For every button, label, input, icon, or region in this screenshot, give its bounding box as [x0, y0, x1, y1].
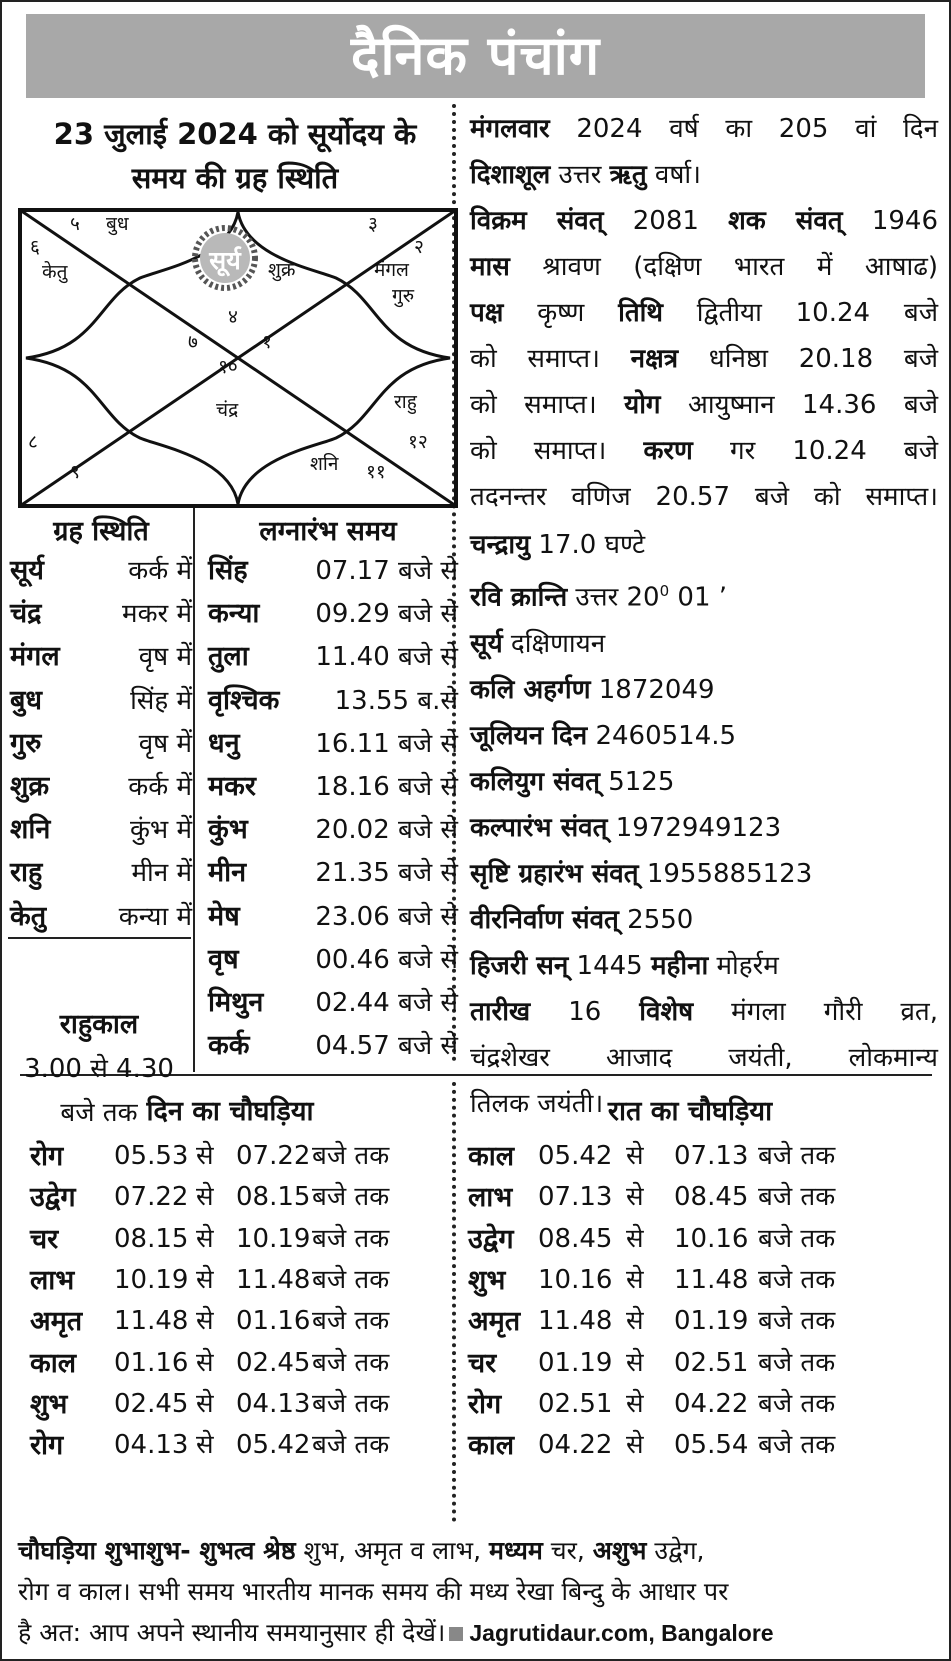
lagna-row: [208, 850, 458, 896]
choghadiya-to: 01.16: [236, 1306, 311, 1337]
lagna-row: [208, 980, 458, 1026]
square-icon: [449, 1627, 463, 1641]
detail-vanij: तदनन्तर वणिज 20.57 बजे को समाप्त।: [470, 482, 938, 512]
choghadiya-from: 08.15: [114, 1223, 189, 1254]
choghadiya-to: 07.22: [236, 1141, 311, 1171]
graha-sign: वृष में: [138, 642, 192, 673]
detail-ahargan: कलि अहर्गण 1872049: [470, 674, 715, 705]
choghadiya-tail: बजे तक: [312, 1182, 390, 1213]
choghadiya-row: [468, 1177, 898, 1218]
choghadiya-row: [30, 1219, 460, 1260]
graha-sign: मीन में: [131, 858, 192, 889]
detail-maas: मास श्रावण (दक्षिण भारत में आषाढ): [470, 252, 938, 282]
choghadiya-from: 07.22: [114, 1182, 189, 1213]
lagna-rashi: कुंभ: [208, 814, 248, 846]
detail-kranti: रवि क्रान्ति उत्तर $20^0$ 01 ’: [470, 582, 728, 613]
lagna-rashi: मिथुन: [208, 987, 264, 1018]
choghadiya-to: 11.48: [674, 1264, 749, 1295]
chart-heading: [20, 112, 450, 200]
lagna-rashi: धनु: [208, 727, 240, 759]
choghadiya-name: शुभ: [468, 1264, 506, 1296]
graha-planet: चंद्र: [10, 598, 42, 630]
choghadiya-from: 04.22: [538, 1430, 613, 1461]
choghadiya-from: 10.16: [538, 1264, 613, 1295]
lagna-row: [208, 721, 458, 767]
choghadiya-name: उद्वेग: [30, 1182, 76, 1214]
graha-row: [10, 807, 192, 853]
choghadiya-from: 07.13: [538, 1182, 613, 1213]
planet-rahu: राहु: [394, 391, 417, 413]
lagna-time: 11.40 बजे से: [315, 642, 458, 673]
rahukaal-title: राहुकाल: [59, 1009, 139, 1040]
choghadiya-name: रोग: [30, 1430, 64, 1462]
choghadiya-se: से: [626, 1306, 644, 1337]
choghadiya-to: 11.48: [236, 1264, 311, 1295]
choghadiya-tail: बजे तक: [758, 1141, 836, 1171]
detail-vishesh-2: चंद्रशेखर आजाद जयंती, लोकमान्य: [470, 1042, 938, 1073]
choghadiya-name: काल: [468, 1430, 515, 1462]
lagna-time: 23.06 बजे से: [315, 901, 458, 932]
panchang-details: [470, 106, 938, 1127]
choghadiya-from: 08.45: [538, 1223, 613, 1254]
footer-line3: है अत: आप अपने स्थानीय समयानुसार ही देखें। Jagrutidaur.com, Bangalore: [18, 1618, 774, 1647]
choghadiya-se: से: [196, 1264, 214, 1295]
choghadiya-row: [30, 1177, 460, 1218]
graha-planet: शुक्र: [10, 771, 50, 802]
lagna-rashi: वृष: [208, 943, 239, 975]
graha-row: [10, 850, 192, 896]
choghadiya-tail: बजे तक: [758, 1306, 836, 1337]
choghadiya-from: 10.19: [114, 1264, 189, 1295]
chart-heading-line1: 23 जुलाई 2024 को सूर्योदय के: [53, 117, 417, 151]
choghadiya-from: 05.53: [114, 1141, 189, 1171]
lagna-rashi: मकर: [208, 771, 256, 802]
detail-kaliyug: कलियुग संवत् 5125: [470, 766, 675, 797]
choghadiya-name: काल: [30, 1347, 77, 1379]
lagna-time: 13.55 ब.से: [334, 685, 458, 716]
choghadiya-tail: बजे तक: [312, 1430, 390, 1461]
choghadiya-tail: बजे तक: [312, 1223, 390, 1254]
detail-veernirvan: वीरनिर्वाण संवत् 2550: [470, 904, 694, 935]
choghadiya-row: [468, 1343, 898, 1384]
table-divider: [193, 504, 195, 1072]
choghadiya-name: काल: [468, 1141, 515, 1172]
lagna-rashi: तुला: [208, 641, 249, 673]
choghadiya-se: से: [626, 1388, 644, 1419]
choghadiya-row: [468, 1260, 898, 1301]
choghadiya-to: 08.45: [674, 1182, 749, 1213]
choghadiya-se: से: [196, 1223, 214, 1254]
graha-sign: कर्क में: [128, 772, 192, 802]
footer-line2: रोग व काल। सभी समय भारतीय मानक समय की मध्य रेखा बिन्दु के आधार पर: [18, 1577, 729, 1606]
choghadiya-to: 04.13: [236, 1388, 311, 1419]
house-3: ३: [368, 213, 378, 235]
detail-kalparambh: कल्पारंभ संवत् 1972949123: [470, 812, 782, 843]
graha-row: [10, 548, 192, 594]
detail-tarikh: तारीख 16 विशेष मंगला गौरी व्रत,: [470, 996, 938, 1027]
choghadiya-tail: बजे तक: [758, 1223, 836, 1254]
detail-vishesh-3: तिलक जयंती।: [470, 1088, 604, 1119]
choghadiya-tail: बजे तक: [758, 1264, 836, 1295]
choghadiya-from: 11.48: [114, 1306, 189, 1337]
choghadiya-from: 02.45: [114, 1388, 189, 1419]
choghadiya-from: 05.42: [538, 1141, 613, 1171]
lagna-row: [208, 1023, 458, 1069]
choghadiya-row: [468, 1384, 898, 1425]
graha-planet: गुरु: [10, 727, 42, 759]
choghadiya-name: उद्वेग: [468, 1223, 514, 1255]
choghadiya-row: [30, 1425, 460, 1466]
graha-row: [10, 764, 192, 810]
graha-sign: कुंभ में: [129, 815, 192, 846]
detail-julian: जूलियन दिन 2460514.5: [470, 720, 737, 751]
graha-sthiti-header: ग्रह स्थिति: [53, 516, 149, 547]
planet-budh: बुध: [106, 213, 129, 235]
detail-nakshatra: को समाप्त। नक्षत्र धनिष्ठा 20.18 बजे: [470, 344, 938, 374]
choghadiya-row: [468, 1301, 898, 1342]
lagna-row: [208, 634, 458, 680]
choghadiya-se: से: [626, 1182, 644, 1213]
lagna-rashi: सिंह: [208, 555, 248, 586]
choghadiya-to: 04.22: [674, 1388, 749, 1419]
lagna-row: [208, 548, 458, 594]
graha-row: [10, 721, 192, 767]
detail-chandrayu: चन्द्रायु 17.0 घण्टे: [470, 530, 646, 560]
choghadiya-se: से: [626, 1430, 644, 1461]
choghadiya-se: से: [196, 1430, 214, 1461]
choghadiya-tail: बजे तक: [312, 1141, 390, 1171]
lagna-rashi: वृश्चिक: [208, 684, 280, 716]
chart-heading-line2: समय की ग्रह स्थिति: [131, 161, 339, 195]
detail-day: मंगलवार 2024 वर्ष का 205 वां दिन: [470, 114, 938, 144]
planet-guru: गुरु: [392, 285, 415, 307]
choghadiya-from: 02.51: [538, 1388, 613, 1419]
lagna-row: [208, 894, 458, 940]
choghadiya-to: 07.13: [674, 1141, 749, 1171]
kundali-chart: [18, 208, 458, 508]
rahukaal-until: बजे तक: [60, 1098, 138, 1128]
choghadiya-tail: बजे तक: [758, 1430, 836, 1461]
house-7: ७: [188, 331, 198, 353]
footer-line1: चौघड़िया शुभाशुभ- शुभत्व श्रेष्ठ शुभ, अमृत व लाभ, मध्यम चर, अशुभ उद्वेग,: [18, 1536, 705, 1565]
lagna-rashi: मेष: [208, 900, 240, 932]
detail-hijri: हिजरी सन् 1445 महीना मोहर्रम: [470, 950, 779, 981]
brand-name: Jagrutidaur.com, Bangalore: [469, 1620, 774, 1646]
house-4: ४: [228, 306, 238, 328]
choghadiya-tail: बजे तक: [312, 1347, 390, 1378]
choghadiya-se: से: [626, 1223, 644, 1254]
choghadiya-se: से: [626, 1347, 644, 1378]
choghadiya-name: चर: [30, 1223, 59, 1255]
graha-row: [10, 591, 192, 637]
lagna-time: 00.46 बजे से: [315, 944, 458, 975]
lagna-rashi: कर्क: [208, 1030, 250, 1062]
lagna-row: [208, 591, 458, 637]
graha-planet: राहु: [10, 857, 43, 889]
detail-paksh: पक्ष कृष्ण तिथि द्वितीया 10.24 बजे: [470, 298, 938, 328]
choghadiya-tail: बजे तक: [312, 1306, 390, 1337]
choghadiya-from: 01.16: [114, 1347, 189, 1378]
rahukaal-time: 3.00 से 4.30: [24, 1054, 174, 1084]
choghadiya-tail: बजे तक: [312, 1388, 390, 1419]
choghadiya-row: [30, 1260, 460, 1301]
choghadiya-tail: बजे तक: [312, 1264, 390, 1295]
graha-row: [10, 894, 192, 940]
lagna-time: 16.11 बजे से: [315, 728, 458, 759]
lagna-row: [208, 764, 458, 810]
graha-sign: मकर में: [122, 599, 192, 630]
lagna-rashi: कन्या: [208, 598, 260, 630]
lagna-time: 07.17 बजे से: [315, 556, 458, 586]
detail-karan: को समाप्त। करण गर 10.24 बजे: [470, 436, 938, 466]
choghadiya-se: से: [196, 1388, 214, 1419]
choghadiya-to: 01.19: [674, 1306, 749, 1337]
choghadiya-row: [468, 1219, 898, 1260]
choghadiya-to: 02.51: [674, 1347, 749, 1378]
lagna-time: 20.02 बजे से: [315, 815, 458, 846]
lagna-time: 09.29 बजे से: [315, 599, 458, 630]
choghadiya-se: से: [196, 1347, 214, 1378]
choghadiya-row: [468, 1136, 898, 1177]
choghadiya-se: से: [196, 1141, 214, 1171]
planet-chandra: चंद्र: [216, 399, 239, 421]
detail-samvat: विक्रम संवत् 2081 शक संवत् 1946: [470, 206, 938, 236]
choghadiya-row: [468, 1425, 898, 1466]
graha-planet: बुध: [10, 684, 43, 716]
choghadiya-tail: बजे तक: [758, 1347, 836, 1378]
lagna-header: लग्नारंभ समय: [259, 516, 397, 547]
graha-planet: मंगल: [10, 641, 60, 673]
detail-srishti: सृष्टि ग्रहारंभ संवत् 1955885123: [470, 858, 813, 889]
footer-note: [18, 1530, 933, 1654]
graha-planet: केतु: [10, 900, 47, 932]
choghadiya-name: अमृत: [30, 1306, 83, 1338]
graha-sign: सिंह में: [130, 685, 192, 716]
house-11: ११: [366, 461, 386, 483]
house-5: ५: [70, 213, 80, 235]
choghadiya-se: से: [196, 1182, 214, 1213]
choghadiya-from: 01.19: [538, 1347, 613, 1378]
house-1: १: [262, 331, 272, 353]
choghadiya-name: लाभ: [468, 1182, 513, 1214]
choghadiya-name: लाभ: [30, 1264, 75, 1296]
choghadiya-to: 10.16: [674, 1223, 749, 1254]
lagna-rashi: मीन: [208, 857, 247, 889]
choghadiya-se: से: [626, 1264, 644, 1295]
house-9: ९: [70, 461, 80, 483]
graha-row: [10, 634, 192, 680]
detail-surya: सूर्य दक्षिणायन: [470, 628, 606, 659]
lagna-row: [208, 937, 458, 983]
lagna-time: 04.57 बजे से: [315, 1031, 458, 1062]
house-6: ६: [30, 236, 40, 258]
planet-shani: शनि: [310, 453, 339, 475]
choghadiya-name: रोग: [468, 1388, 502, 1420]
choghadiya-row: [30, 1343, 460, 1384]
choghadiya-se: से: [626, 1141, 644, 1171]
house-8: ८: [28, 431, 38, 453]
house-10: १०: [218, 356, 238, 378]
choghadiya-from: 11.48: [538, 1306, 613, 1337]
choghadiya-name: चर: [468, 1347, 497, 1379]
choghadiya-row: [30, 1384, 460, 1425]
graha-planet: सूर्य: [10, 555, 44, 586]
choghadiya-name: अमृत: [468, 1306, 521, 1338]
page-title: दैनिक पंचांग: [26, 14, 925, 98]
choghadiya-row: [30, 1136, 460, 1177]
graha-sign: वृष में: [138, 728, 192, 759]
center-planet: सूर्य: [209, 246, 241, 275]
detail-dishashool: दिशाशूल उत्तर ऋतु वर्षा।: [470, 160, 701, 190]
choghadiya-to: 05.42: [236, 1430, 311, 1461]
day-choghadiya-header: दिन का चौघड़िया: [146, 1096, 314, 1127]
planet-shukra: शुक्र: [268, 259, 296, 281]
choghadiya-name: शुभ: [30, 1388, 68, 1420]
choghadiya-to: 05.54: [674, 1430, 749, 1461]
choghadiya-to: 08.15: [236, 1182, 311, 1213]
lagna-row: [208, 678, 458, 724]
choghadiya-name: रोग: [30, 1141, 64, 1172]
graha-planet: शनि: [10, 814, 51, 846]
night-choghadiya-header: रात का चौघड़िया: [607, 1096, 773, 1127]
graha-sign: कन्या में: [118, 901, 192, 932]
planet-mangal: मंगल: [374, 259, 409, 281]
choghadiya-row: [30, 1301, 460, 1342]
house-2: २: [414, 236, 424, 258]
lagna-time: 18.16 बजे से: [315, 772, 458, 802]
graha-row: [10, 678, 192, 724]
planet-ketu: केतु: [42, 261, 68, 283]
choghadiya-tail: बजे तक: [758, 1182, 836, 1213]
choghadiya-from: 04.13: [114, 1430, 189, 1461]
lagna-time: 02.44 बजे से: [315, 988, 458, 1018]
lagna-time: 21.35 बजे से: [315, 858, 458, 889]
choghadiya-se: से: [196, 1306, 214, 1337]
choghadiya-to: 02.45: [236, 1347, 311, 1378]
detail-yog: को समाप्त। योग आयुष्मान 14.36 बजे: [470, 390, 938, 420]
graha-sign: कर्क में: [128, 556, 192, 586]
choghadiya-to: 10.19: [236, 1223, 311, 1254]
house-12: १२: [408, 431, 428, 453]
choghadiya-tail: बजे तक: [758, 1388, 836, 1419]
lagna-row: [208, 807, 458, 853]
